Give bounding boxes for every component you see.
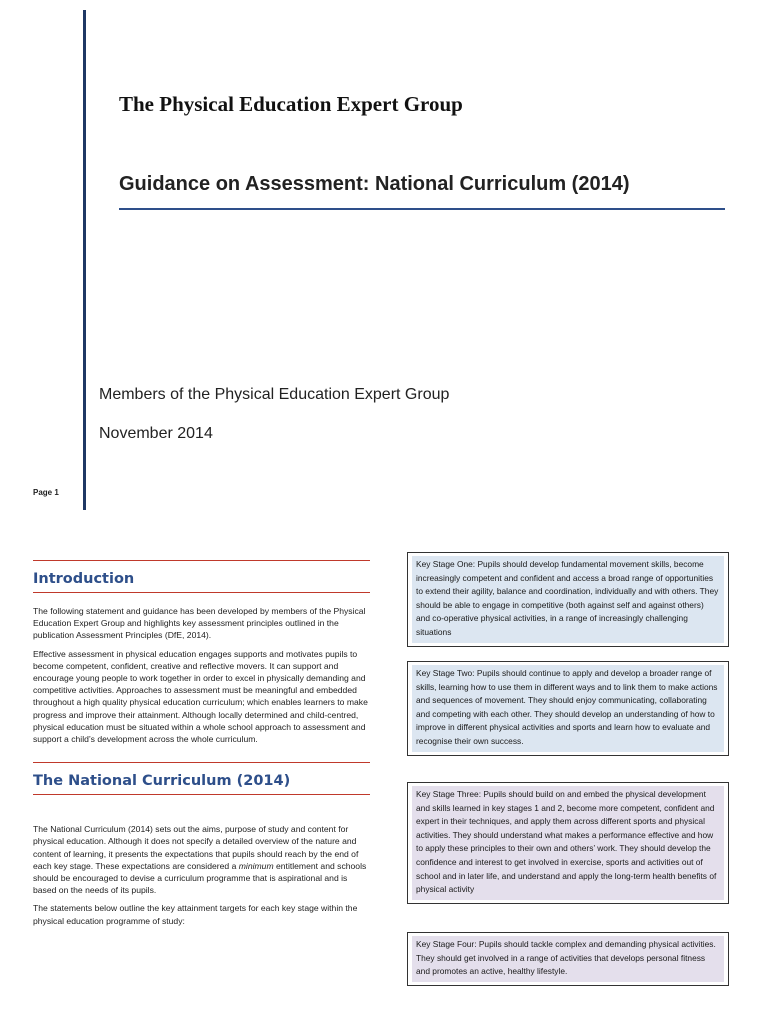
intro-paragraph-2: Effective assessment in physical education engages supports and motivates pupils to become competent, confident, creative and reflective movers. It can support and encourage young people to work together in order to excel in physically demanding and competitive activities. Approaches to assessment must be meaningful and embedded throughout a high quality physical education curriculum; which enables learners to make progress and improve their attainment. Although locally determined and child-centred, physical education must be situated within a whole school approach to assessment and support a child’s development across the whole curriculum.: [33, 648, 368, 745]
left-column: [33, 560, 370, 927]
key-stage-three-text: Key Stage Three: Pupils should build on and embed the physical development and skills learned in key stages 1 and 2, become more competent, confident and expert in their techniques, and apply them across different sports and physical activities. They should understand what makes a performance effective and how to apply these principles to their own and others’ work. They should develop the confidence and interest to get involved in exercise, sports and activities out of school and in later life, and understand and apply the long-term health benefits of physical activity: [412, 786, 724, 900]
key-stage-one-box: [407, 552, 729, 647]
cover-vertical-rule: [83, 10, 86, 510]
intro-paragraph-1: The following statement and guidance has been developed by members of the Physical Education Expert Group and highlights key assessment principles outlined in the publication Assessment Principles (DfE, 2014).: [33, 606, 366, 641]
national-curriculum-paragraph-2: The statements below outline the key attainment targets for each key stage within the physical education programme of study:: [33, 903, 358, 926]
document-title: Guidance on Assessment: National Curriculum (2014): [119, 173, 630, 195]
org-title: The Physical Education Expert Group: [119, 92, 463, 116]
page-number: Page 1: [33, 488, 59, 497]
publication-date: November 2014: [99, 425, 213, 442]
introduction-heading: Introduction: [33, 560, 370, 593]
authors-line: Members of the Physical Education Expert Group: [99, 386, 450, 403]
key-stage-four-box: [407, 932, 729, 986]
key-stage-one-text: Key Stage One: Pupils should develop fundamental movement skills, become increasingly competent and confident and access a broad range of opportunities to extend their agility, balance and coordination, individually and with others. They should be able to engage in competitive (both against self and against others) and co-operative physical activities, in a range of increasingly challenging situations: [412, 556, 724, 643]
key-stage-three-box: [407, 782, 729, 904]
title-underline: [119, 208, 725, 210]
key-stage-four-text: Key Stage Four: Pupils should tackle complex and demanding physical activities. They should get involved in a range of activities that develops personal fitness and promotes an active, healthy lifestyle.: [412, 936, 724, 982]
national-curriculum-heading: The National Curriculum (2014): [33, 762, 370, 795]
key-stage-two-text: Key Stage Two: Pupils should continue to apply and develop a broader range of skills, learning how to use them in different ways and to link them to make actions and sequences of movement. They should enjoy communicating, collaborating and competing with each other. They should develop an understanding of how to improve in different physical activities and sports and learn how to evaluate and recognise their own success.: [412, 665, 724, 752]
key-stage-two-box: [407, 661, 729, 756]
national-curriculum-paragraph-1: The National Curriculum (2014) sets out the aims, purpose of study and content for physical education. Although it does not specify a detailed overview of the nature and content of learning, it presents the expectations that pupils should reach by the end of each key stage. These expectations are considered a minimum entitlement and schools should be encouraged to devise a curriculum programme that is aspirational and is based on the needs of its pupils.: [33, 824, 367, 896]
